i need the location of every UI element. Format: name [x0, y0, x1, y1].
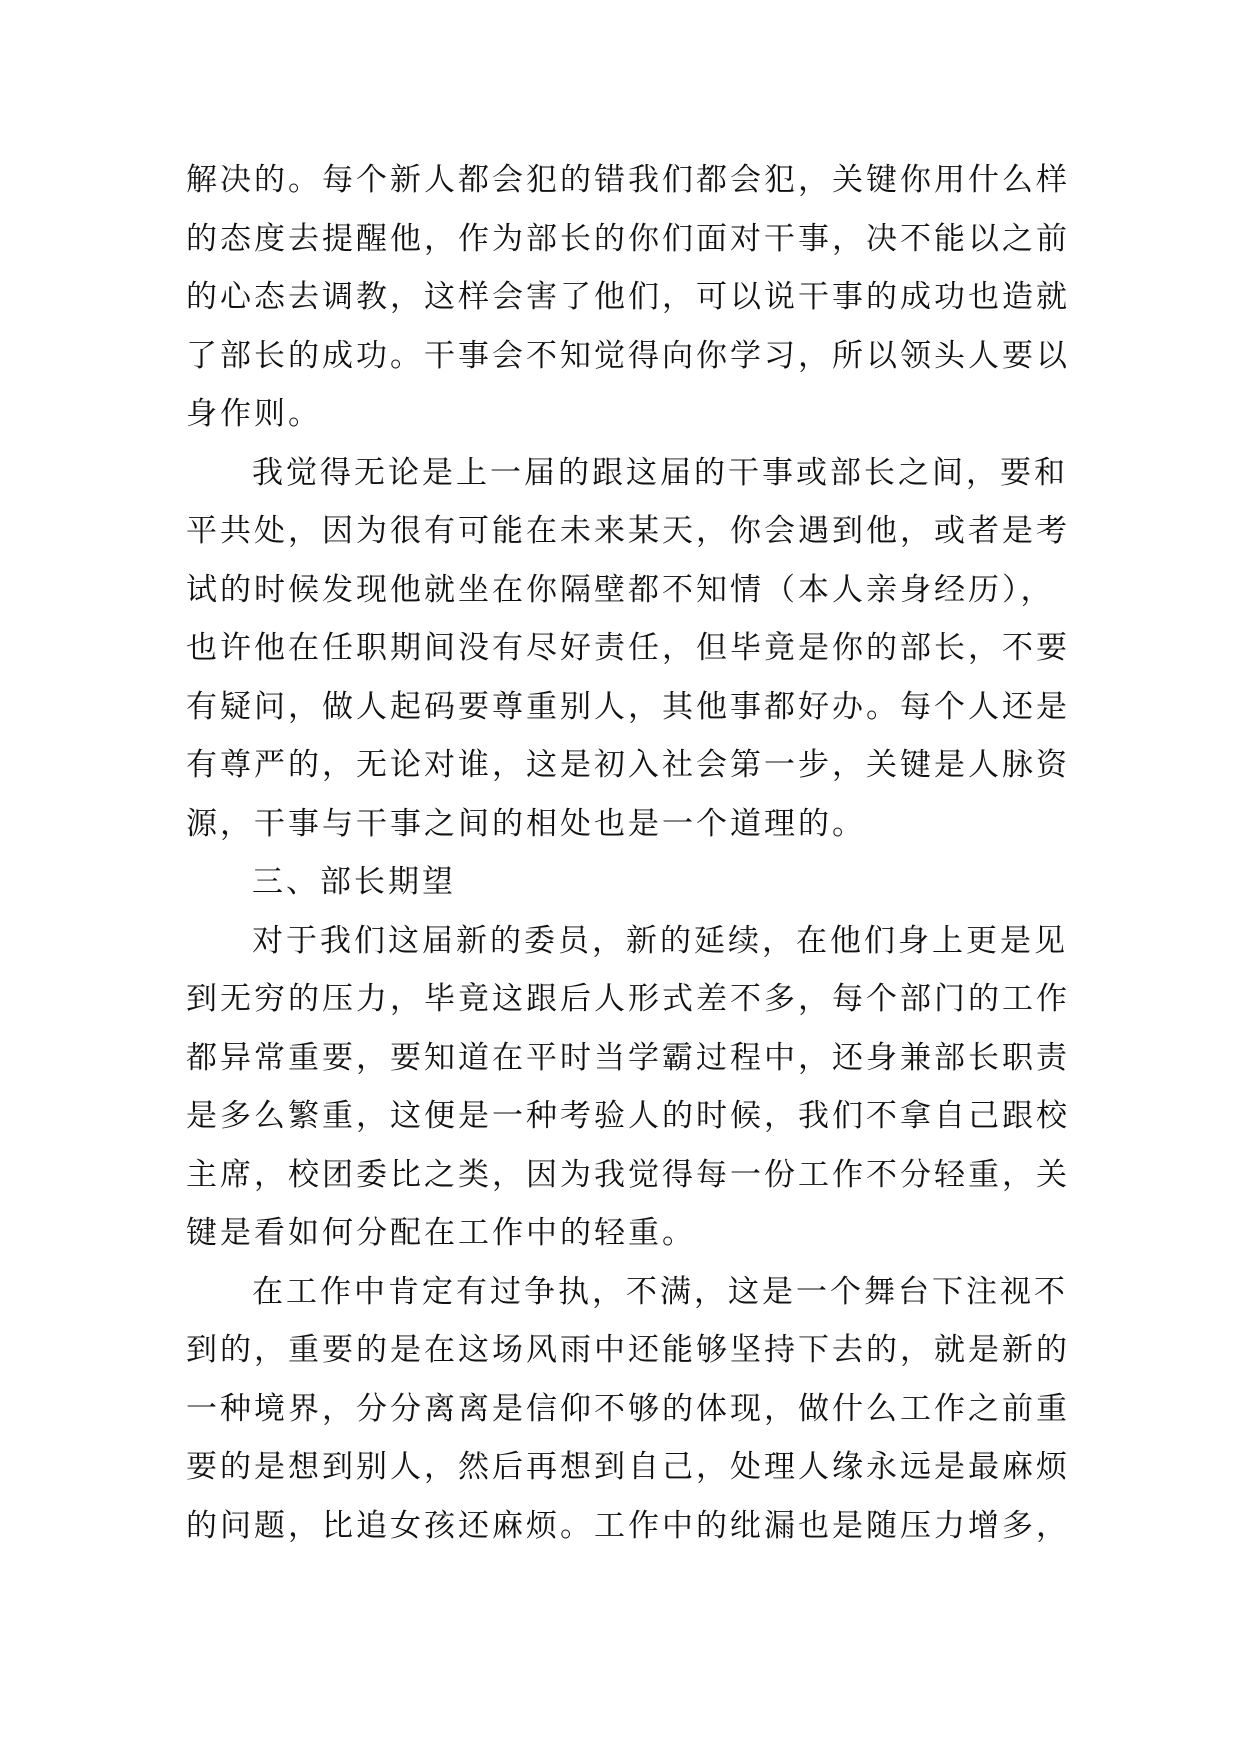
body-text	[186, 151, 1070, 1555]
section-heading: 三、部长期望	[252, 864, 456, 900]
text-line: 到的，重要的是在这场风雨中还能够坚持下去的，就是新的	[186, 1332, 1070, 1368]
text-line: 平共处，因为很有可能在未来某天，你会遇到他，或者是考	[186, 513, 1070, 549]
text-line: 有尊严的，无论对谁，这是初入社会第一步，关键是人脉资	[186, 747, 1070, 783]
text-line: 的心态去调教，这样会害了他们，可以说干事的成功也造就	[186, 279, 1070, 315]
text-line: 到无穷的压力，毕竟这跟后人形式差不多，每个部门的工作	[186, 981, 1070, 1017]
text-line: 都异常重要，要知道在平时当学霸过程中，还身兼部长职责	[186, 1039, 1070, 1076]
text-line: 源，干事与干事之间的相处也是一个道理的。	[186, 805, 866, 842]
text-line: 的态度去提醒他，作为部长的你们面对干事，决不能以之前	[186, 220, 1070, 257]
text-line: 主席，校团委比之类，因为我觉得每一份工作不分轻重，关	[186, 1156, 1070, 1193]
text-line: 键是看如何分配在工作中的轻重。	[186, 1215, 696, 1251]
paragraph-first-line: 在工作中肯定有过争执，不满，这是一个舞台下注视不	[252, 1273, 1068, 1310]
paragraph-first-line: 我觉得无论是上一届的跟这届的干事或部长之间，要和	[252, 454, 1068, 491]
text-line: 一种境界，分分离离是信仰不够的体现，做什么工作之前重	[186, 1390, 1070, 1427]
text-line: 要的是想到别人，然后再想到自己，处理人缘永远是最麻烦	[186, 1449, 1070, 1485]
paragraph-first-line: 对于我们这届新的委员，新的延续，在他们身上更是见	[252, 922, 1068, 959]
text-line: 有疑问，做人起码要尊重别人，其他事都好办。每个人还是	[186, 688, 1070, 725]
text-line: 了部长的成功。干事会不知觉得向你学习，所以领头人要以	[186, 337, 1070, 374]
text-line: 是多么繁重，这便是一种考验人的时候，我们不拿自己跟校	[186, 1098, 1070, 1134]
text-line: 也许他在任职期间没有尽好责任，但毕竟是你的部长，不要	[186, 630, 1070, 666]
text-line: 的问题，比追女孩还麻烦。工作中的纰漏也是随压力增多，	[186, 1507, 1070, 1544]
text-line: 试的时候发现他就坐在你隔壁都不知情（本人亲身经历），	[186, 571, 1055, 608]
text-line: 解决的。每个新人都会犯的错我们都会犯，关键你用什么样	[186, 162, 1070, 198]
text-line: 身作则。	[186, 396, 322, 432]
